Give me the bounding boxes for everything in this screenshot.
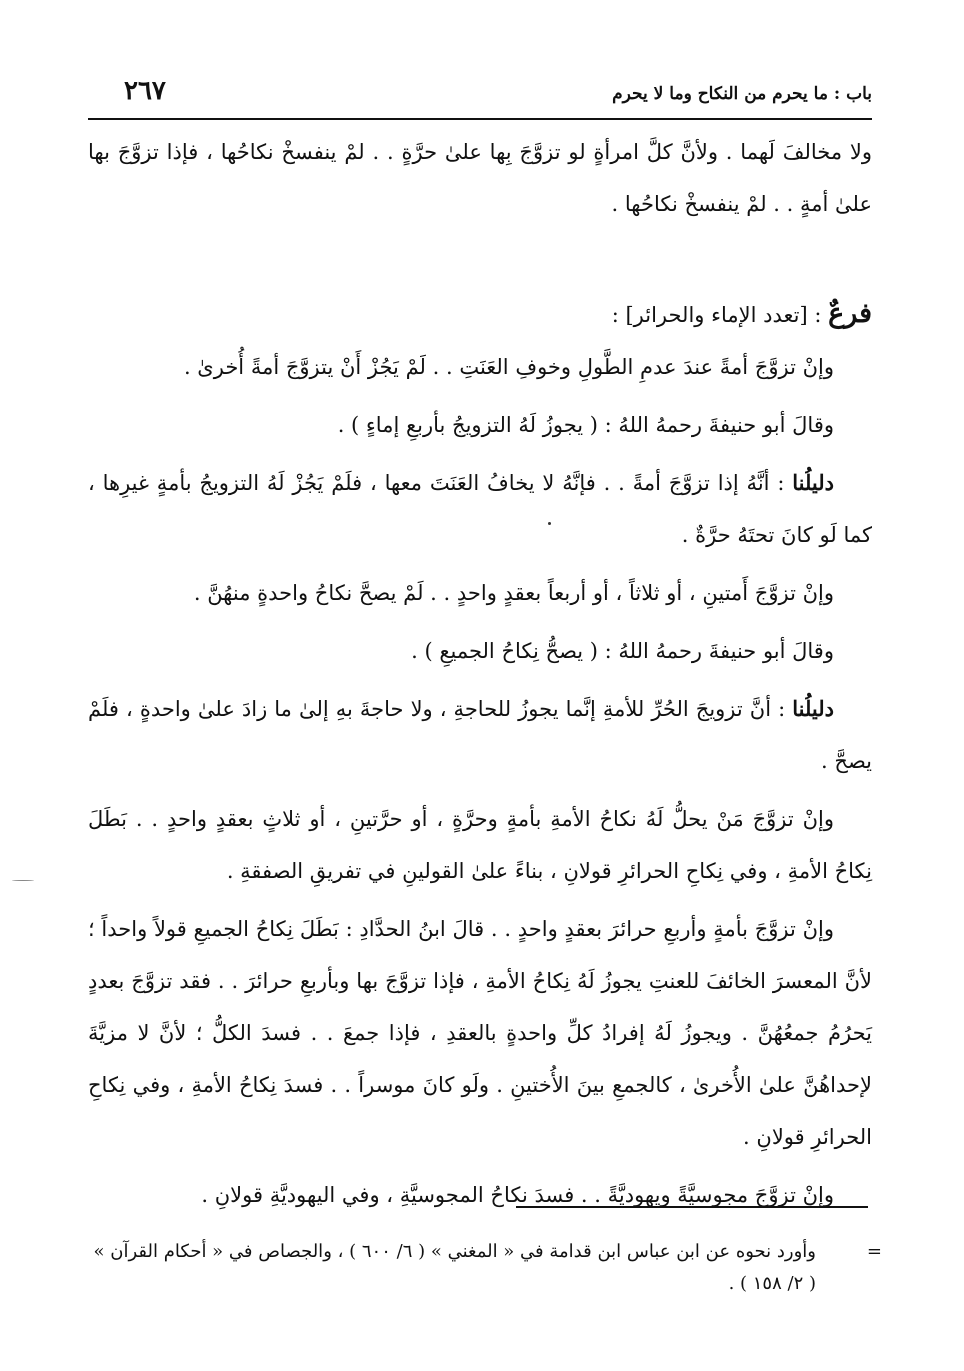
header-divider (88, 118, 872, 120)
footnote-divider (516, 1206, 868, 1208)
main-text (88, 126, 872, 1227)
paragraph-text: وإنْ تزوَّجَ أَمتينِ ، أو ثلاثاً ، أو أربعاً بعقدٍ واحدٍ . . لَمْ يصحَّ نكاحُ واحدةٍ منهُنَّ . (193, 581, 834, 605)
paragraph (88, 341, 872, 393)
paragraph-text: وإنْ تزوَّجَ أمةً عندَ عدمِ الطَّولِ وخوفِ العَنَتِ . . لَمْ يَجُزْ أَنْ يتزوَّجَ أمةً أُخرىٰ . (183, 355, 834, 379)
paragraph (88, 793, 872, 897)
paragraph (88, 567, 872, 619)
paragraph (88, 457, 872, 561)
paragraph-text: : أنَّهُ إذا تزوَّجَ أمةً . . فإنَّهُ لا يخافُ العَنَتَ معها ، فلَمْ يَجُزْ لَهُ التزويجُ بأمةٍ غيرِها ، كما لَو كانَ تحتَهُ حرَّةٌ . (88, 471, 872, 547)
paragraph-text: وقالَ أبو حنيفةَ رحمهُ اللهُ : ( يصحُّ نِكاحُ الجميعِ ) . (411, 639, 834, 663)
paragraph (88, 683, 872, 787)
paragraph (88, 399, 872, 451)
footnote (88, 1236, 882, 1300)
paragraph-lead: دليلُنا (792, 696, 834, 721)
branch-title: : [تعدد الإماء والحرائر] : (611, 303, 829, 327)
footnote-continuation-marker: = (866, 1241, 882, 1262)
paragraph-text: وإنْ تزوَّجَ بأمةٍ وأربعِ حرائرَ بعقدٍ واحدٍ . . قالَ ابنُ الحدَّادِ : بَطَلَ نِكاحُ الجميعِ قولاً واحداً ؛ لأنَّ المعسرَ الخائفَ للعنتِ يجوزُ لَهُ نِكاحُ الأمةِ ، فإذا تزوَّجَ بها وبأربعِ حرائرَ . . فقد تزوَّجَ بعددٍ يَحرُمُ جمعُهُنَّ . ويجوزُ لَهُ إفرادُ كلِّ واحدةٍ بالعقدِ ، فإذا جمعَ . . فسدَ الكلُّ ؛ لأنَّ لا مزيَّةَ لإحداهُنَّ علىٰ الأُخرىٰ ، كالجمعِ بينَ الأُختينِ . ولَو كانَ موسراً . . فسدَ نِكاحُ الأمةِ ، وفي نِكاحِ الحرائرِ قولانِ . (88, 917, 872, 1149)
paragraph (88, 625, 872, 677)
scan-speck (548, 522, 551, 525)
paragraph (88, 903, 872, 1163)
footnote-text: وأورد نحوه عن ابن عباس ابن قدامة في « المغني » ( ٦/ ٦٠٠ ) ، والجصاص في « أحكام القرآن » ( ٢/ ١٥٨ ) . (93, 1241, 816, 1294)
chapter-title: باب : ما يحرم من النكاح وما لا يحرم (612, 84, 872, 104)
scan-mark (12, 880, 34, 881)
running-header (88, 72, 872, 112)
section-heading (88, 288, 872, 341)
branch-label: فرعٌ (828, 298, 872, 329)
paragraph-lead: دليلُنا (792, 470, 834, 495)
paragraph-text: وإنْ تزوَّجَ مجوسيَّةً ويهوديَّةً . . فسدَ نكاحُ المجوسيَّةِ ، وفي اليهوديَّةِ قولانِ . (201, 1183, 834, 1207)
paragraph (88, 1169, 872, 1221)
page-number: ٢٦٧ (124, 76, 166, 106)
paragraph (88, 126, 872, 230)
paragraph-text: : أنَّ تزويجَ الحُرِّ للأمةِ إنَّما يجوزُ للحاجةِ ، ولا حاجةَ بهِ إلىٰ ما زادَ علىٰ واحدةٍ ، فلَمْ يصحَّ . (88, 697, 872, 773)
paragraph-text: وإنْ تزوَّجَ مَنْ يحلُّ لَهُ نكاحُ الأمةِ بأمةٍ وحرَّةٍ ، أو حرَّتينِ ، أو ثلاثٍ بعقدٍ واحدٍ . . بَطَلَ نِكاحُ الأمةِ ، وفي نِكاحِ الحرائرِ قولانِ ، بناءً علىٰ القولينِ في تفريقِ الصفقةِ . (88, 807, 872, 883)
paragraph-text: وقالَ أبو حنيفةَ رحمهُ اللهُ : ( يجوزُ لَهُ التزويجُ بأربعِ إماءٍ ) . (337, 413, 834, 437)
paragraph-text: ولا مخالفَ لَهما . ولأنَّ كلَّ امرأةٍ لو تزوَّجَ بِها علىٰ حرَّةٍ . . لمْ ينفسخْ نكاحُها ، فإذا تزوَّجَ بها علىٰ أمةٍ . . لمْ ينفسخْ نكاحُها . (88, 140, 872, 216)
